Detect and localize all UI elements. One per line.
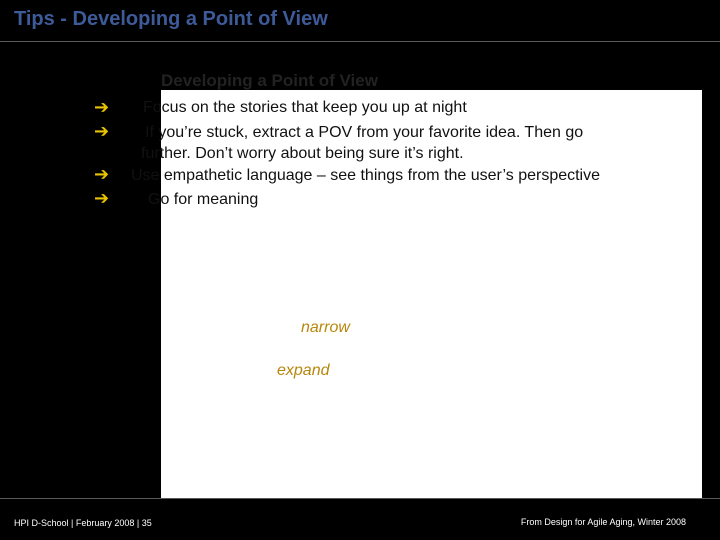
content-heading: Developing a Point of View (161, 71, 378, 90)
title-divider (0, 41, 720, 42)
bullet-item-continuation: further. Don’t worry about being sure it’s right. (141, 145, 464, 162)
content-heading-clip (161, 71, 702, 90)
bullet-item: Use empathetic language – see things from the user’s perspective (131, 167, 601, 184)
keyword-expand: expand (277, 362, 330, 379)
bullet-item: Focus on the stories that keep you up at night (143, 99, 467, 116)
footer-page-info: HPI D-School | February 2008 | 35 (14, 518, 152, 528)
bullet-list (131, 90, 702, 220)
footer-source: From Design for Agile Aging, Winter 2008 (520, 517, 686, 527)
bullet-item: If you’re stuck, extract a POV from your favorite idea. Then go (145, 124, 584, 141)
bullet-arrow-icon: ➔ (94, 188, 110, 209)
bullet-arrow-icon: ➔ (94, 164, 110, 185)
bullet-item: Go for meaning (148, 191, 259, 208)
bullet-arrow-icon: ➔ (94, 97, 110, 118)
bullet-arrow-icon: ➔ (94, 121, 110, 142)
slide-title: Tips - Developing a Point of View (14, 8, 328, 30)
footer-divider (0, 498, 720, 499)
keyword-narrow: narrow (301, 319, 350, 336)
